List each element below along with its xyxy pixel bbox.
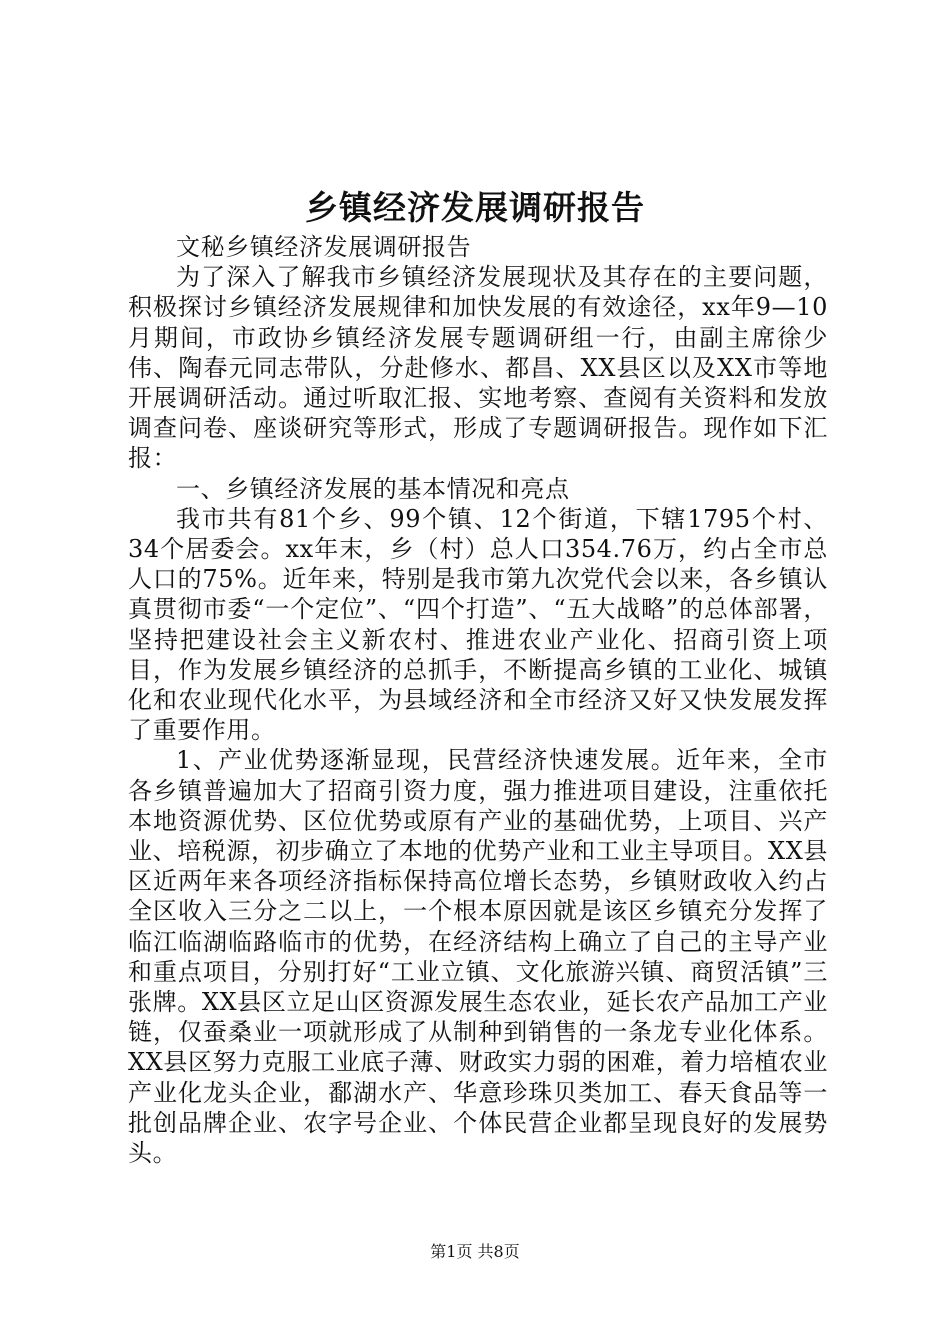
section-heading: 一、乡镇经济发展的基本情况和亮点 <box>176 474 570 503</box>
subtitle-paragraph: 文秘乡镇经济发展调研报告 <box>176 233 472 261</box>
page-footer: 第1页 共8页 <box>430 1242 520 1261</box>
document-title: 乡镇经济发展调研报告 <box>305 188 645 227</box>
document-body <box>128 232 828 1168</box>
intro-paragraph: 为了深入了解我市乡镇经济发展现状及其存在的主要问题，积极探讨乡镇经济发展规律和加快发展的有效途径，xx年9—10月期间，市政协乡镇经济发展专题调研组一行，由副主席徐少伟、陶春元同志带队，分赴修水、都昌、XX县区以及XX市等地开展调研活动。通过听取汇报、实地考察、查阅有关资料和发放调查问卷、座谈研究等形式，形成了专题调研报告。现作如下汇报： <box>128 263 828 473</box>
industry-advantage-paragraph: 1、产业优势逐渐显现，民营经济快速发展。近年来，全市各乡镇普遍加大了招商引资力度，强力推进项目建设，注重依托本地资源优势、区位优势或原有产业的基础优势，上项目、兴产业、培税源，初步确立了本地的优势产业和工业主导项目。XX县区近两年来各项经济指标保持高位增长态势，乡镇财政收入约占全区收入三分之二以上，一个根本原因就是该区乡镇充分发挥了临江临湖临路临市的优势，在经济结构上确立了自己的主导产业和重点项目，分别打好“工业立镇、文化旅游兴镇、商贸活镇”三张牌。XX县区立足山区资源发展生态农业，延长农产品加工产业链，仅蚕桑业一项就形成了从制种到销售的一条龙专业化体系。XX县区努力克服工业底子薄、财政实力弱的困难，着力培植农业产业化龙头企业，鄱湖水产、华意珍珠贝类加工、春天食品等一批创品牌企业、农字号企业、个体民营企业都呈现良好的发展势头。 <box>128 746 828 1168</box>
basic-situation-paragraph: 我市共有81个乡、99个镇、12个街道，下辖1795个村、34个居委会。xx年末，乡（村）总人口354.76万，约占全市总人口的75%。近年来，特别是我市第九次党代会以来，各乡镇认真贯彻市委“一个定位”、“四个打造”、“五大战略”的总体部署，坚持把建设社会主义新农村、推进农业产业化、招商引资上项目，作为发展乡镇经济的总抓手，不断提高乡镇的工业化、城镇化和农业现代化水平，为县域经济和全市经济又好又快发展发挥了重要作用。 <box>128 504 828 745</box>
